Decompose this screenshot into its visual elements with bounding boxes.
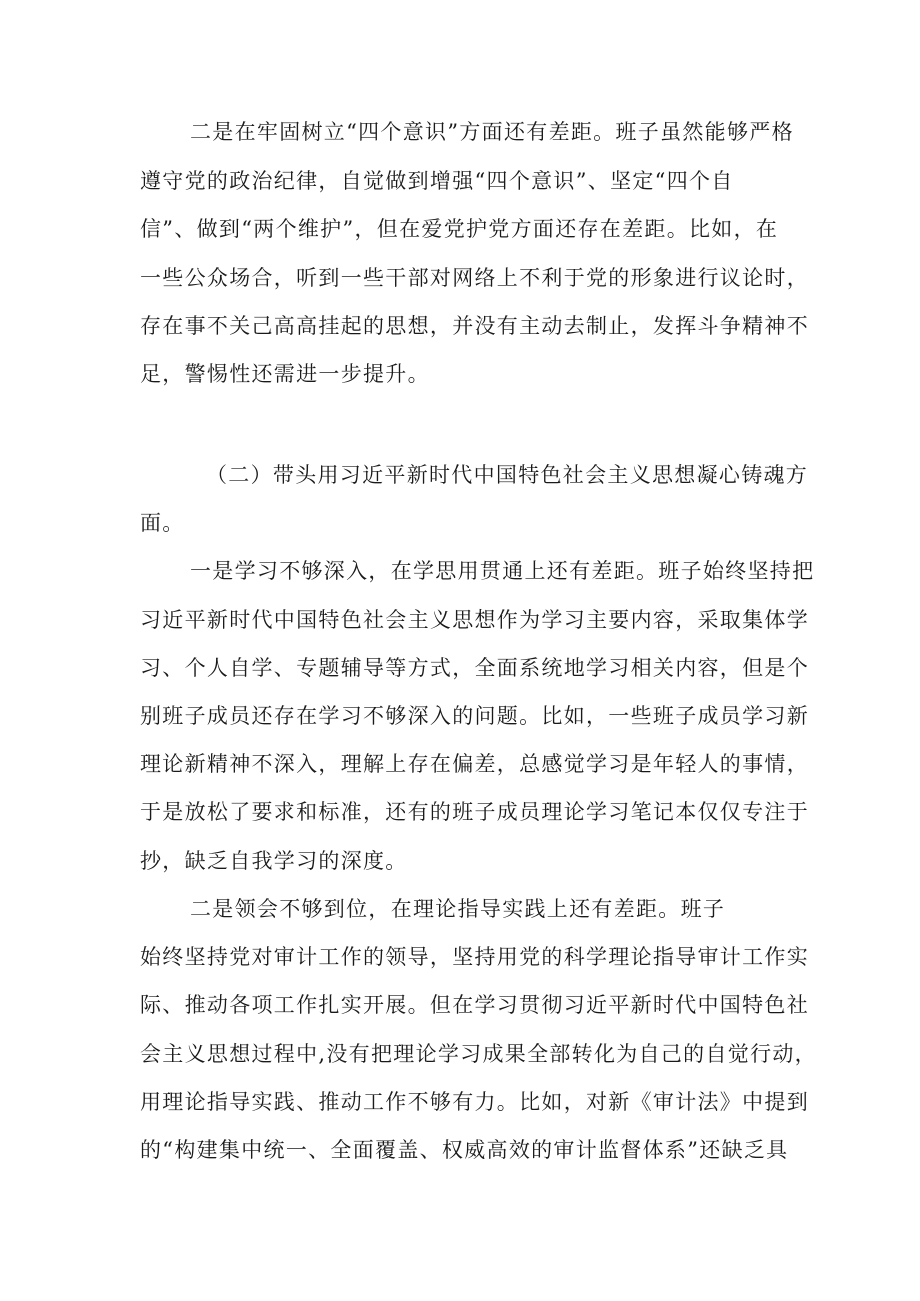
text-line: 一些公众场合，听到一些干部对网络上不利于党的形象进行议论时， [140,266,809,290]
text-line: 始终坚持党对审计工作的领导，坚持用党的科学理论指导审计工作实 [140,945,809,969]
text-line: 会主义思想过程中,没有把理论学习成果全部转化为自己的自觉行动， [140,1042,817,1066]
text-line: 习近平新时代中国特色社会主义思想作为学习主要内容，采取集体学 [140,608,809,632]
text-line: 一是学习不够深入，在学思用贯通上还有差距。班子始终坚持把 [190,559,815,583]
text-line: 习、个人自学、专题辅导等方式，全面系统地学习相关内容，但是个 [140,656,809,680]
text-line: 抄，缺乏自我学习的深度。 [140,849,408,873]
text-line: 的“构建集中统一、全面覆盖、权威高效的审计监督体系”还缺乏具 [140,1138,789,1162]
text-line: 二是领会不够到位，在理论指导实践上还有差距。班子 [190,897,726,921]
text-line: 足，警惕性还需进一步提升。 [140,362,430,386]
section-heading: （二）带头用习近平新时代中国特色社会主义思想凝心铸魂方 [206,463,809,487]
text-line: 遵守党的政治纪律，自觉做到增强“四个意识”、坚定“四个自 [140,169,734,193]
text-line: 理论新精神不深入，理解上存在偏差，总感觉学习是年轻人的事情， [140,752,809,776]
text-line: 于是放松了要求和标准，还有的班子成员理论学习笔记本仅仅专注于 [140,800,809,824]
text-line: 二是在牢固树立“四个意识”方面还有差距。班子虽然能够严格 [190,120,794,144]
text-line: 信”、做到“两个维护”，但在爱党护党方面还存在差距。比如，在 [140,217,779,241]
text-line: 用理论指导实践、推动工作不够有力。比如，对新《审计法》中提到 [140,1090,809,1114]
text-line: 际、推动各项工作扎实开展。但在学习贯彻习近平新时代中国特色社 [140,993,809,1017]
section-heading-continued: 面。 [140,511,185,535]
text-line: 存在事不关己高高挂起的思想，并没有主动去制止，发挥斗争精神不 [140,314,809,338]
text-line: 别班子成员还存在学习不够深入的问题。比如，一些班子成员学习新 [140,704,809,728]
